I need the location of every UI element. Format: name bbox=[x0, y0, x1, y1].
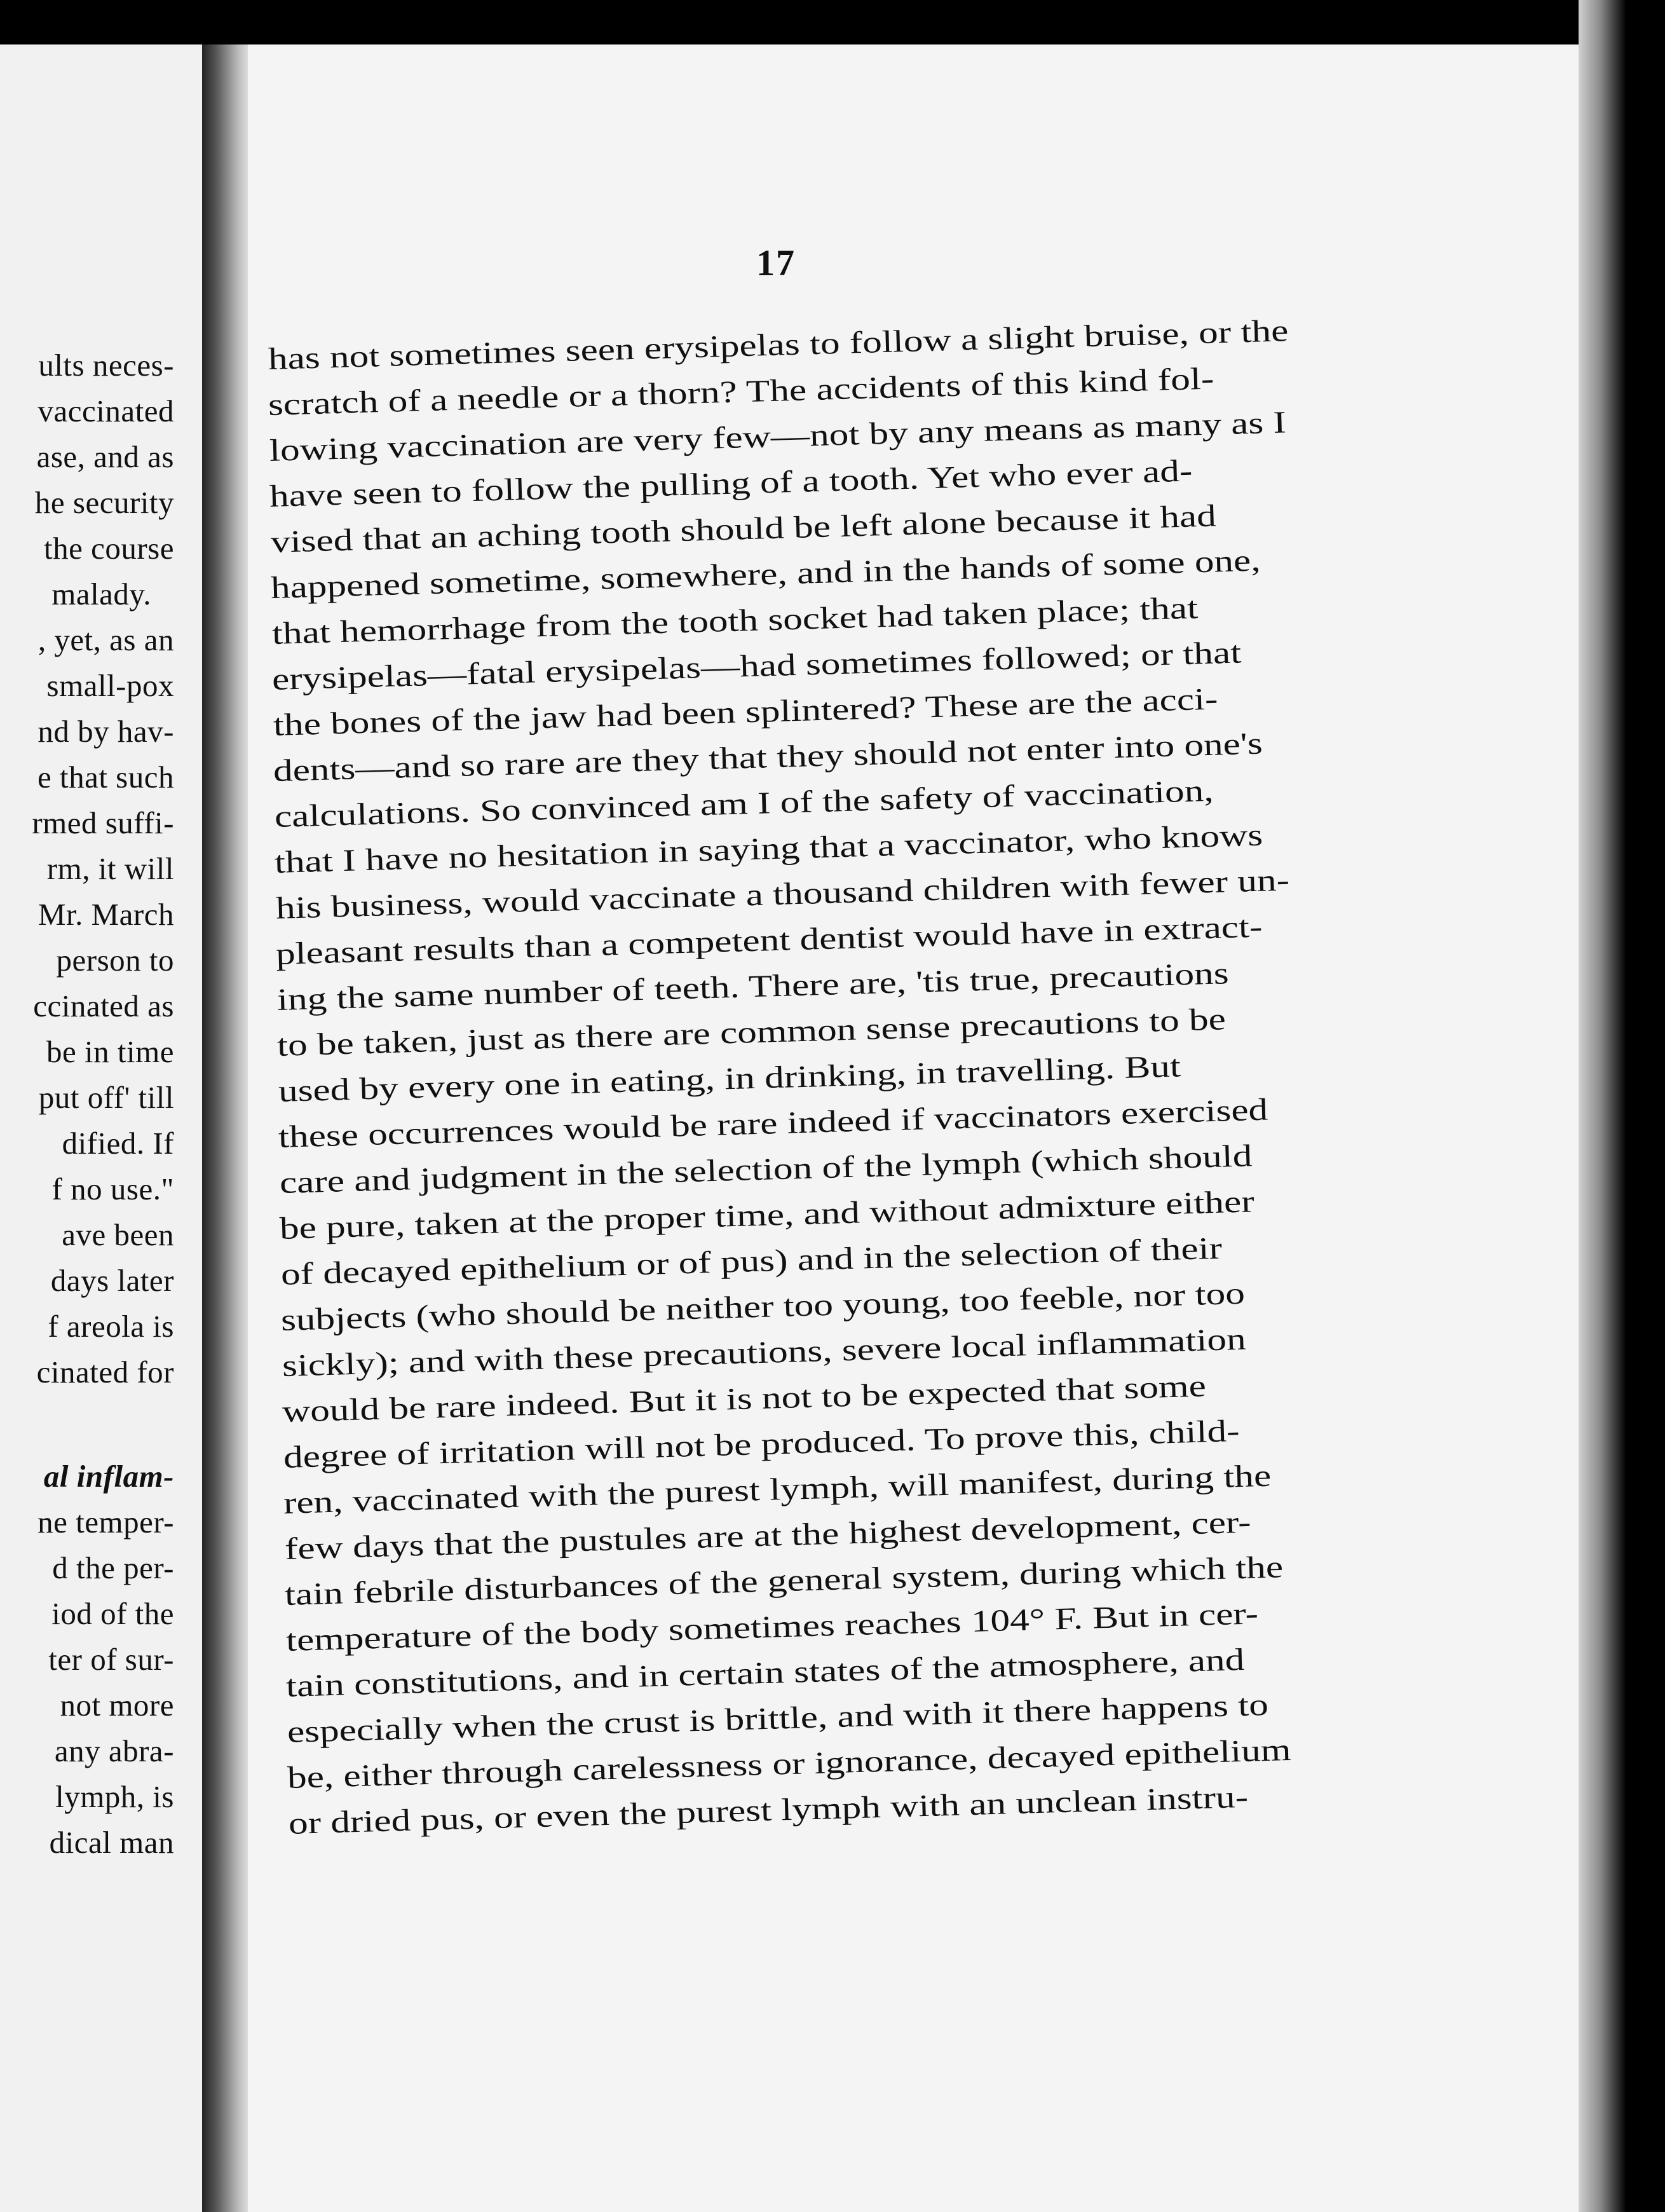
left-page-line: cinated for bbox=[36, 1355, 174, 1389]
body-line: pleasant results than a competent dentist would have in extract- bbox=[275, 908, 1263, 971]
body-text bbox=[248, 44, 1579, 2212]
body-line: happened sometime, somewhere, and in the hands of some one, bbox=[270, 542, 1261, 605]
body-line: tain febrile disturbances of the general system, during which the bbox=[284, 1549, 1284, 1612]
left-page bbox=[0, 44, 202, 2212]
body-line: be, either through carelessness or ignorance, decayed epithelium bbox=[287, 1731, 1292, 1795]
left-page-line: small-pox bbox=[46, 668, 174, 703]
body-line: erysipelas—fatal erysipelas—had sometimes followed; or that bbox=[271, 634, 1242, 697]
left-page-line: f no use." bbox=[51, 1171, 174, 1206]
left-page-line: lymph, is bbox=[55, 1779, 174, 1814]
left-page-line: any abra- bbox=[54, 1733, 174, 1768]
left-page-line: dical man bbox=[49, 1825, 174, 1860]
body-line: degree of irritation will not be produced. To prove this, child- bbox=[283, 1412, 1240, 1475]
left-page-line: rm, it will bbox=[46, 851, 174, 886]
body-line: or dried pus, or even the purest lymph with an unclean instru- bbox=[288, 1778, 1249, 1841]
left-page-line: days later bbox=[50, 1263, 174, 1298]
left-page-line: rmed suffi- bbox=[32, 805, 174, 840]
body-line: have seen to follow the pulling of a tooth. Yet who ever ad- bbox=[269, 453, 1193, 514]
body-line: to be taken, just as there are common sense precautions to be bbox=[276, 1001, 1227, 1063]
left-page-line: iod of the bbox=[51, 1596, 174, 1631]
body-line: care and judgment in the selection of the lymph (which should bbox=[279, 1138, 1253, 1200]
body-line: vised that an aching tooth should be left alone because it had bbox=[270, 498, 1217, 559]
left-page-line: dified. If bbox=[62, 1126, 174, 1161]
body-line: subjects (who should be neither too young, too feeble, nor too bbox=[280, 1275, 1246, 1337]
body-line: ren, vaccinated with the purest lymph, will manifest, during the bbox=[283, 1458, 1272, 1520]
left-page-line: f areola is bbox=[48, 1309, 174, 1344]
left-page-line: , yet, as an bbox=[37, 622, 174, 657]
left-page-line: al inflam- bbox=[43, 1459, 174, 1494]
body-line: sickly); and with these precautions, severe local inflammation bbox=[282, 1321, 1247, 1383]
page-number: 17 bbox=[756, 242, 796, 283]
body-line: the bones of the jaw had been splintered? These are the acci- bbox=[273, 681, 1219, 742]
left-page-line: Mr. March bbox=[37, 897, 174, 932]
body-line: especially when the crust is brittle, and with it there happens to bbox=[287, 1686, 1269, 1749]
body-line: few days that the pustules are at the highest development, cer- bbox=[284, 1504, 1252, 1566]
body-line: dents—and so rare are they that they should not enter into one's bbox=[273, 725, 1263, 788]
right-page bbox=[248, 44, 1579, 2212]
body-line: calculations. So convinced am I of the safety of vaccination, bbox=[274, 772, 1214, 834]
left-page-line: ults neces- bbox=[38, 348, 174, 383]
left-page-line: he security bbox=[34, 485, 174, 520]
binding-gutter bbox=[202, 44, 248, 2212]
left-page-line: e that such bbox=[37, 760, 174, 795]
body-line: scratch of a needle or a thorn? The accidents of this kind fol- bbox=[268, 360, 1214, 422]
left-page-line: person to bbox=[56, 943, 174, 978]
body-line: that I have no hesitation in saying that a vaccinator, who knows bbox=[274, 817, 1263, 880]
body-line: ing the same number of teeth. There are, 'tis true, precautions bbox=[276, 955, 1230, 1017]
left-page-line: ccinated as bbox=[33, 988, 174, 1023]
left-page-line: the course bbox=[44, 531, 174, 566]
left-page-line: ase, and as bbox=[36, 439, 174, 474]
body-line: lowing vaccination are very few—not by any means as many as I bbox=[269, 404, 1287, 468]
left-page-line: malady. bbox=[51, 577, 151, 611]
body-line: be pure, taken at the proper time, and without admixture either bbox=[279, 1184, 1255, 1246]
left-page-line: not more bbox=[60, 1688, 174, 1723]
body-line: tain constitutions, and in certain states of the atmosphere, and bbox=[285, 1641, 1245, 1703]
body-line: would be rare indeed. But it is not to be expected that some bbox=[282, 1368, 1207, 1429]
left-page-line: put off' till bbox=[38, 1080, 174, 1115]
body-line: temperature of the body sometimes reaches 104° F. But in cer- bbox=[285, 1595, 1259, 1658]
left-page-line: vaccinated bbox=[37, 393, 174, 428]
body-line: that hemorrhage from the tooth socket had taken place; that bbox=[271, 590, 1199, 651]
body-line: of decayed epithelium or of pus) and in the selection of their bbox=[280, 1230, 1223, 1292]
left-page-line: ne temper- bbox=[37, 1505, 174, 1540]
left-page-line: ave been bbox=[62, 1217, 174, 1252]
body-line: his business, would vaccinate a thousand children with fewer un- bbox=[275, 862, 1290, 925]
left-page-line: d the per- bbox=[52, 1550, 174, 1585]
page-edge-shadow bbox=[1579, 0, 1665, 2212]
body-line: these occurrences would be rare indeed if vaccinators exercised bbox=[278, 1091, 1268, 1154]
body-line: used by every one in eating, in drinking, in travelling. But bbox=[278, 1048, 1181, 1109]
left-page-line: ter of sur- bbox=[48, 1642, 174, 1677]
left-page-line: nd by hav- bbox=[37, 714, 174, 749]
left-page-line: be in time bbox=[46, 1034, 174, 1069]
body-line: has not sometimes seen erysipelas to follow a slight bruise, or the bbox=[268, 313, 1289, 376]
